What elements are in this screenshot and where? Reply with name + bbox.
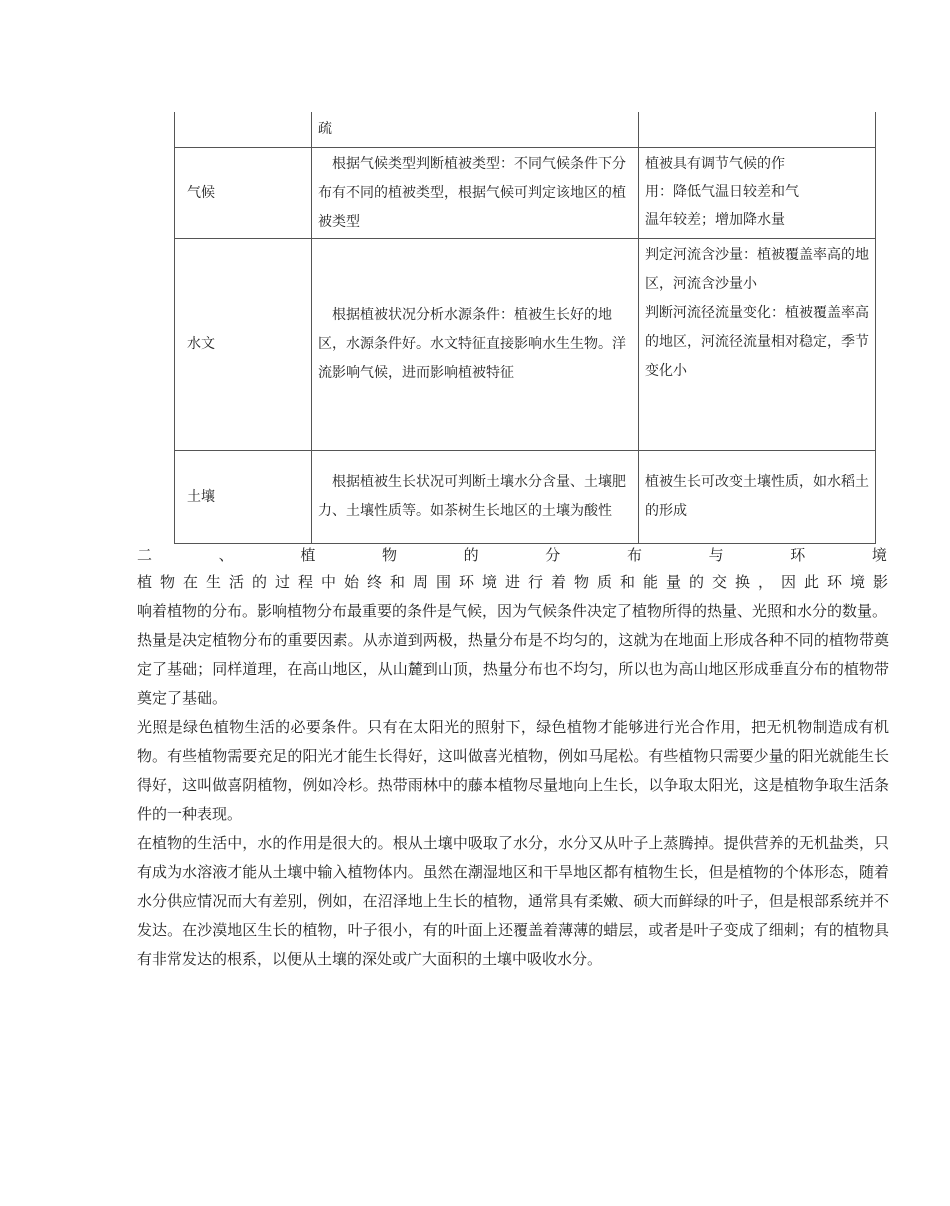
table-row — [175, 239, 876, 451]
effect-line: 判定河流含沙量：植被覆盖率高的地区，河流含沙量小 — [645, 247, 869, 292]
heading-char: 分 — [545, 546, 561, 564]
table-cell-factor — [175, 112, 312, 148]
effect-line: 植被生长可改变土壤性质，如水稻土的形成 — [645, 474, 869, 519]
table-cell-effect — [639, 451, 876, 544]
paragraph: 光照是绿色植物生活的必要条件。只有在太阳光的照射下，绿色植物才能够进行光合作用，把无机物制造成有机物。有些植物需要充足的阳光才能生长得好，这叫做喜光植物，例如马尾松。有些植物只需要少量的阳光就能生长得好，这叫做喜阴植物，例如冷杉。热带雨林中的藤本植物尽量地向上生长，以争取太阳光，这是植物争取生活条件的一种表现。 — [137, 718, 889, 823]
body-text — [137, 568, 889, 974]
table-cell-influence: 根据植被生长状况可判断土壤水分含量、土壤肥力、土壤性质等。如茶树生长地区的土壤为酸性 — [312, 451, 639, 544]
table-cell-factor: 气候 — [175, 148, 312, 239]
vegetation-environment-table — [174, 112, 876, 544]
table-row — [175, 451, 876, 544]
table-row — [175, 112, 876, 148]
heading-char: 的 — [463, 546, 479, 564]
heading-char: 物 — [381, 546, 397, 564]
paragraph: 在植物的生活中，水的作用是很大的。根从土壤中吸取了水分，水分又从叶子上蒸腾掉。提供营养的无机盐类，只有成为水溶液才能从土壤中输入植物体内。虽然在潮湿地区和干旱地区都有植物生长，但是植物的个体形态，随着水分供应情况而大有差别，例如，在沼泽地上生长的植物，通常具有柔嫩、硕大而鲜绿的叶子，但是根部系统并不发达。在沙漠地区生长的植物，叶子很小，有的叶面上还覆盖着薄薄的蜡层，或者是叶子变成了细刺；有的植物具有非常发达的根系，以便从土壤的深处或广大面积的土壤中吸收水分。 — [137, 834, 889, 968]
table-row — [175, 148, 876, 239]
effect-line: 温年较差；增加降水量 — [645, 212, 785, 228]
table-cell-influence: 根据气候类型判断植被类型：不同气候条件下分布有不同的植被类型，根据气候可判定该地区的植被类型 — [312, 148, 639, 239]
heading-char: 环 — [790, 546, 806, 564]
effect-line: 用：降低气温日较差和气 — [645, 184, 799, 200]
table-cell-influence: 根据植被状况分析水源条件：植被生长好的地区，水源条件好。水文特征直接影响水生生物。洋流影响气候，进而影响植被特征 — [312, 239, 639, 451]
paragraph-line: 植物在生活的过程中始终和周围环境进行着物质和能量的交换，因此环境影 — [137, 573, 889, 591]
heading-char: 布 — [626, 546, 642, 564]
heading-char: 、 — [218, 546, 234, 564]
effect-line: 植被具有调节气候的作 — [645, 156, 785, 172]
heading-char: 植 — [300, 546, 316, 564]
paragraph: 热量是决定植物分布的重要因素。从赤道到两极，热量分布是不均匀的，这就为在地面上形成各种不同的植物带奠定了基础；同样道理，在高山地区，从山麓到山顶，热量分布也不均匀，所以也为高山地区形成垂直分布的植物带奠定了基础。 — [137, 631, 889, 707]
table-cell-effect — [639, 148, 876, 239]
paragraph: 响着植物的分布。影响植物分布最重要的条件是气候，因为气候条件决定了植物所得的热量、光照和水分的数量。 — [137, 602, 888, 620]
table-cell-factor: 土壤 — [175, 451, 312, 544]
heading-char: 二 — [137, 546, 153, 564]
heading-char: 与 — [708, 546, 724, 564]
table-cell-effect — [639, 239, 876, 451]
heading-char: 境 — [871, 546, 887, 564]
table-cell-effect — [639, 112, 876, 148]
section-heading — [137, 542, 887, 568]
table-cell-influence: 疏 — [312, 112, 639, 148]
table-cell-factor: 水文 — [175, 239, 312, 451]
effect-line: 判断河流径流量变化：植被覆盖率高的地区，河流径流量相对稳定，季节变化小 — [645, 305, 869, 379]
